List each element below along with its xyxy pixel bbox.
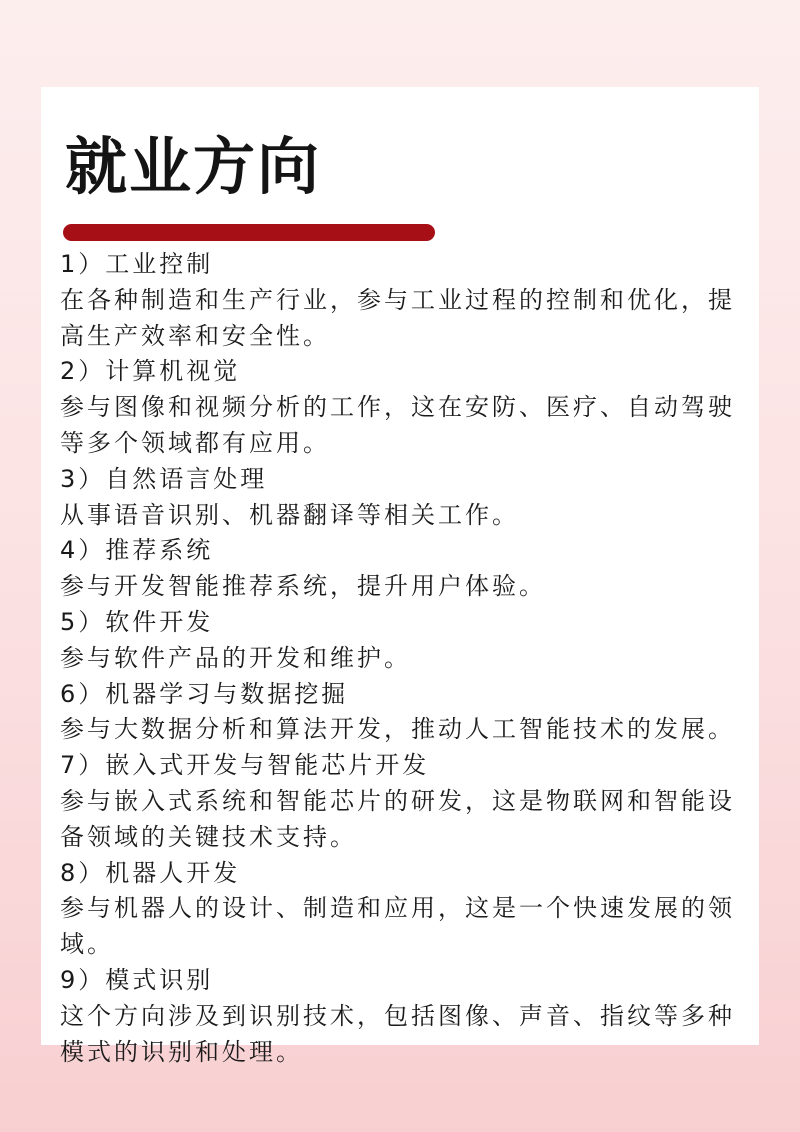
list-item (60, 605, 750, 677)
list-item (60, 963, 750, 1070)
list-item (60, 533, 750, 605)
item-heading: 7）嵌入式开发与智能芯片开发 (60, 751, 430, 780)
item-heading: 4）推荐系统 (60, 536, 214, 565)
item-description: 参与机器人的设计、制造和应用，这是一个快速发展的领域。 (60, 894, 735, 959)
list-item (60, 247, 750, 354)
item-heading: 5）软件开发 (60, 607, 214, 636)
item-heading: 2）计算机视觉 (60, 357, 241, 386)
list-item (60, 462, 750, 534)
page-title: 就业方向 (65, 130, 322, 203)
content-card (41, 87, 759, 1066)
item-heading: 6）机器学习与数据挖掘 (60, 679, 349, 708)
item-description: 在各种制造和生产行业，参与工业过程的控制和优化，提高生产效率和安全性。 (60, 285, 735, 350)
item-heading: 8）机器人开发 (60, 858, 241, 887)
title-underline (63, 224, 435, 241)
list-item (60, 748, 750, 855)
item-description: 参与图像和视频分析的工作，这在安防、医疗、自动驾驶等多个领域都有应用。 (60, 393, 735, 457)
item-heading: 3）自然语言处理 (60, 464, 268, 493)
item-description: 参与大数据分析和算法开发，推动人工智能技术的发展。 (60, 715, 735, 744)
item-description: 这个方向涉及到识别技术，包括图像、声音、指纹等多种模式的识别和处理。 (60, 1001, 735, 1066)
item-description: 参与软件产品的开发和维护。 (60, 643, 411, 672)
item-description: 从事语音识别、机器翻译等相关工作。 (60, 500, 519, 529)
career-direction-list (60, 247, 750, 1070)
item-heading: 1）工业控制 (60, 250, 214, 278)
item-description: 参与开发智能推荐系统，提升用户体验。 (60, 572, 546, 601)
item-description: 参与嵌入式系统和智能芯片的研发，这是物联网和智能设备领域的关键技术支持。 (60, 786, 735, 851)
list-item (60, 856, 750, 963)
item-heading: 9）模式识别 (60, 965, 214, 994)
list-item (60, 354, 750, 461)
list-item (60, 677, 750, 749)
